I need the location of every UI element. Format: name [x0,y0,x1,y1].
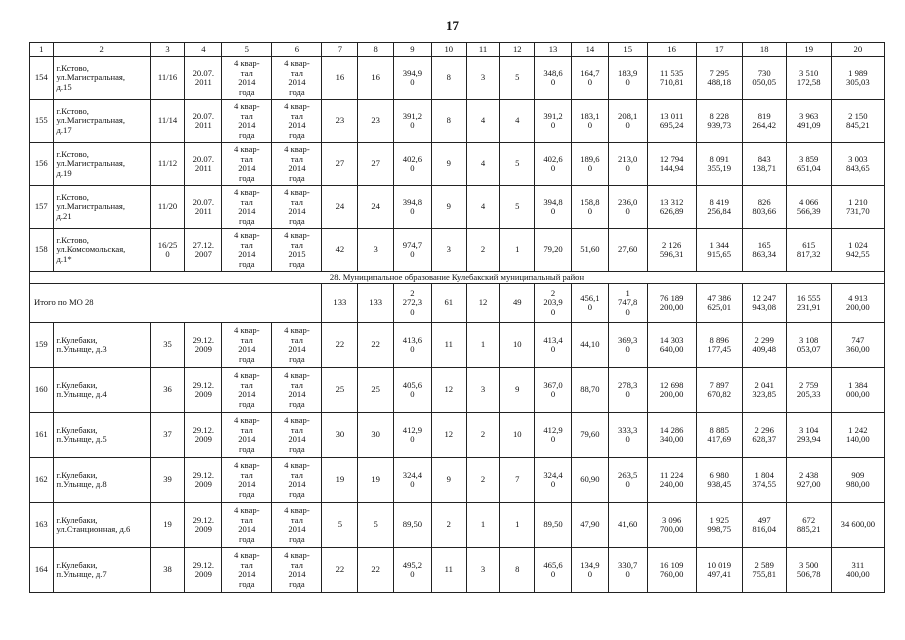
table-cell: 909 980,00 [831,458,884,503]
table-cell: 1 804 374,55 [742,458,786,503]
table-cell: 24 [358,186,394,229]
column-number-cell: 7 [322,43,358,57]
total-cell: 133 [358,284,394,323]
total-cell: 16 555 231,91 [786,284,831,323]
table-cell: 29.12. 2009 [185,413,222,458]
table-cell: 394,8 0 [394,186,432,229]
table-row [30,458,885,503]
table-cell: 7 897 670,82 [696,368,742,413]
table-cell: 4 квар- тал 2015 года [272,229,322,272]
page-number: 17 [446,18,459,33]
table-cell: 465,6 0 [535,548,572,593]
column-number-cell: 10 [431,43,466,57]
table-cell: 5 [500,57,535,100]
table-cell: 4 квар- тал 2014 года [222,503,272,548]
table-cell: 19 [322,458,358,503]
table-cell: 843 138,71 [742,143,786,186]
table-cell: 51,60 [571,229,608,272]
table-cell: 8 [431,100,466,143]
table-cell: 367,0 0 [535,368,572,413]
table-cell: 20.07. 2011 [185,186,222,229]
table-cell: 4 квар- тал 2014 года [272,548,322,593]
column-number-cell: 13 [535,43,572,57]
address-cell: г.Кулебаки, п.Ульнще, д.8 [53,458,150,503]
table-cell: 3 500 506,78 [786,548,831,593]
table-cell: 3 [358,229,394,272]
row-number-cell: 154 [30,57,54,100]
table-cell: 4 [466,100,500,143]
table-cell: 974,7 0 [394,229,432,272]
column-number-cell: 12 [500,43,535,57]
table-cell: 3 859 651,04 [786,143,831,186]
table-cell: 16/25 0 [150,229,185,272]
table-cell: 23 [322,100,358,143]
table-cell: 12 794 144,94 [647,143,696,186]
table-cell: 5 [500,143,535,186]
table-cell: 4 [466,186,500,229]
table-cell: 29.12. 2009 [185,503,222,548]
table-cell: 8 228 939,73 [696,100,742,143]
table-cell: 1 242 140,00 [831,413,884,458]
column-number-cell: 6 [272,43,322,57]
column-number-cell: 8 [358,43,394,57]
column-number-cell: 20 [831,43,884,57]
table-row [30,143,885,186]
table-cell: 27 [358,143,394,186]
table-cell: 11 535 710,81 [647,57,696,100]
total-cell: 4 913 200,00 [831,284,884,323]
total-cell: 133 [322,284,358,323]
table-cell: 37 [150,413,185,458]
table-cell: 3 096 700,00 [647,503,696,548]
table-cell: 29.12. 2009 [185,368,222,413]
table-cell: 38 [150,548,185,593]
total-cell: 1 747,8 0 [608,284,647,323]
table-cell: 8 091 355,19 [696,143,742,186]
table-cell: 158,8 0 [571,186,608,229]
table-cell: 11 224 240,00 [647,458,696,503]
table-cell: 4 квар- тал 2014 года [272,100,322,143]
table-cell: 4 квар- тал 2014 года [272,368,322,413]
table-cell: 4 квар- тал 2014 года [222,413,272,458]
total-cell: 2 203,9 0 [535,284,572,323]
table-cell: 330,7 0 [608,548,647,593]
table-cell: 11/20 [150,186,185,229]
table-cell: 9 [431,458,466,503]
table-cell: 35 [150,323,185,368]
table-cell: 2 296 628,37 [742,413,786,458]
column-number-cell: 17 [696,43,742,57]
address-cell: г.Кулебаки, п.Ульнще, д.7 [53,548,150,593]
table-cell: 5 [500,186,535,229]
table-cell: 2 150 845,21 [831,100,884,143]
table-cell: 183,9 0 [608,57,647,100]
column-number-cell: 9 [394,43,432,57]
column-number-cell: 1 [30,43,54,57]
table-cell: 183,1 0 [571,100,608,143]
row-number-cell: 162 [30,458,54,503]
total-cell: 61 [431,284,466,323]
table-cell: 413,4 0 [535,323,572,368]
table-cell: 27 [322,143,358,186]
table-cell: 1 925 998,75 [696,503,742,548]
table-cell: 7 295 488,18 [696,57,742,100]
total-cell: 2 272,3 0 [394,284,432,323]
table-cell: 8 [431,57,466,100]
row-number-cell: 156 [30,143,54,186]
table-cell: 19 [150,503,185,548]
table-cell: 497 816,04 [742,503,786,548]
table-cell: 324,4 0 [535,458,572,503]
table-cell: 41,60 [608,503,647,548]
table-cell: 9 [431,143,466,186]
table-cell: 672 885,21 [786,503,831,548]
table-cell: 13 312 626,89 [647,186,696,229]
table-cell: 1 024 942,55 [831,229,884,272]
table-cell: 11/16 [150,57,185,100]
table-cell: 2 759 205,33 [786,368,831,413]
table-cell: 12 [431,368,466,413]
row-number-cell: 157 [30,186,54,229]
table-cell: 29.12. 2009 [185,458,222,503]
table-cell: 4 квар- тал 2014 года [272,186,322,229]
table-cell: 1 [466,323,500,368]
table-cell: 23 [358,100,394,143]
table-cell: 79,60 [571,413,608,458]
table-cell: 30 [322,413,358,458]
table-cell: 4 [466,143,500,186]
table-cell: 5 [322,503,358,548]
table-cell: 391,2 0 [535,100,572,143]
table-cell: 324,4 0 [394,458,432,503]
table-cell: 10 019 497,41 [696,548,742,593]
column-number-cell: 2 [53,43,150,57]
total-cell: 12 [466,284,500,323]
table-cell: 3 [466,548,500,593]
table-cell: 3 510 172,58 [786,57,831,100]
table-cell: 89,50 [535,503,572,548]
column-number-cell: 3 [150,43,185,57]
table-cell: 27,60 [608,229,647,272]
address-cell: г.Кулебаки, п.Ульнще, д.3 [53,323,150,368]
table-cell: 1 [500,503,535,548]
table-cell: 10 [500,323,535,368]
table-cell: 6 980 938,45 [696,458,742,503]
table-row [30,548,885,593]
table-cell: 20.07. 2011 [185,57,222,100]
table-row [30,100,885,143]
table-cell: 30 [358,413,394,458]
table-cell: 25 [358,368,394,413]
table-cell: 8 885 417,69 [696,413,742,458]
column-number-cell: 14 [571,43,608,57]
table-cell: 36 [150,368,185,413]
row-number-cell: 161 [30,413,54,458]
table-cell: 9 [500,368,535,413]
table-cell: 2 [466,229,500,272]
table-cell: 236,0 0 [608,186,647,229]
table-cell: 42 [322,229,358,272]
table-cell: 3 104 293,94 [786,413,831,458]
table-cell: 263,5 0 [608,458,647,503]
table-cell: 2 041 323,85 [742,368,786,413]
table-cell: 47,90 [571,503,608,548]
total-cell: 12 247 943,08 [742,284,786,323]
table-cell: 10 [500,413,535,458]
table-cell: 1 344 915,65 [696,229,742,272]
table-cell: 24 [322,186,358,229]
table-cell: 19 [358,458,394,503]
row-number-cell: 158 [30,229,54,272]
address-cell: г.Кулебаки, п.Ульнще, д.5 [53,413,150,458]
table-cell: 8 419 256,84 [696,186,742,229]
column-number-cell: 4 [185,43,222,57]
address-cell: г.Кстово, ул.Магистральная, д.17 [53,100,150,143]
table-cell: 9 [431,186,466,229]
table-cell: 1 [466,503,500,548]
table-cell: 4 квар- тал 2014 года [272,323,322,368]
table-cell: 11 [431,323,466,368]
table-cell: 11 [431,548,466,593]
table-cell: 14 303 640,00 [647,323,696,368]
table-cell: 2 [431,503,466,548]
table-cell: 12 [431,413,466,458]
table-cell: 413,6 0 [394,323,432,368]
table-cell: 1 989 305,03 [831,57,884,100]
row-number-cell: 163 [30,503,54,548]
row-number-cell: 159 [30,323,54,368]
table-cell: 16 109 760,00 [647,548,696,593]
table-cell: 412,9 0 [535,413,572,458]
address-cell: г.Кулебаки, п.Ульнще, д.4 [53,368,150,413]
table-cell: 495,2 0 [394,548,432,593]
table-cell: 7 [500,458,535,503]
row-number-cell: 164 [30,548,54,593]
table-cell: 189,6 0 [571,143,608,186]
table-cell: 164,7 0 [571,57,608,100]
section-header-row [30,272,885,284]
table-cell: 5 [358,503,394,548]
table-cell: 4 квар- тал 2014 года [222,100,272,143]
table-cell: 13 011 695,24 [647,100,696,143]
table-row [30,368,885,413]
table-cell: 4 квар- тал 2014 года [222,548,272,593]
table-row [30,503,885,548]
table-cell: 34 600,00 [831,503,884,548]
row-number-cell: 155 [30,100,54,143]
address-cell: г.Кстово, ул.Магистральная, д.19 [53,143,150,186]
table-cell: 29.12. 2009 [185,548,222,593]
table-cell: 3 963 491,09 [786,100,831,143]
table-cell: 3 [431,229,466,272]
table-cell: 11/14 [150,100,185,143]
table-cell: 1 [500,229,535,272]
table-cell: 16 [358,57,394,100]
table-cell: 1 210 731,70 [831,186,884,229]
column-number-cell: 16 [647,43,696,57]
table-cell: 3 [466,368,500,413]
total-cell: 49 [500,284,535,323]
table-cell: 402,6 0 [394,143,432,186]
table-cell: 3 108 053,07 [786,323,831,368]
table-cell: 22 [358,548,394,593]
table-cell: 4 квар- тал 2014 года [272,503,322,548]
table-cell: 2 299 409,48 [742,323,786,368]
table-cell: 4 квар- тал 2014 года [222,143,272,186]
address-cell: г.Кстово, ул.Магистральная, д.21 [53,186,150,229]
table-cell: 369,3 0 [608,323,647,368]
table-cell: 29.12. 2009 [185,323,222,368]
table-cell: 213,0 0 [608,143,647,186]
table-cell: 22 [358,323,394,368]
table-cell: 134,9 0 [571,548,608,593]
table-cell: 4 квар- тал 2014 года [222,57,272,100]
table-cell: 20.07. 2011 [185,143,222,186]
address-cell: г.Кулебаки, ул.Станционная, д.6 [53,503,150,548]
table-cell: 4 квар- тал 2014 года [272,57,322,100]
table-cell: 402,6 0 [535,143,572,186]
table-cell: 11/12 [150,143,185,186]
table-cell: 16 [322,57,358,100]
total-label: Итого по МО 28 [30,284,322,323]
table-cell: 391,2 0 [394,100,432,143]
table-cell: 39 [150,458,185,503]
table-cell: 2 [466,458,500,503]
table-cell: 27.12. 2007 [185,229,222,272]
table-cell: 4 квар- тал 2014 года [272,458,322,503]
table-cell: 4 квар- тал 2014 года [222,368,272,413]
table-cell: 44,10 [571,323,608,368]
table-row [30,413,885,458]
row-number-cell: 160 [30,368,54,413]
table-body [30,43,885,593]
table-row [30,229,885,272]
column-number-cell: 5 [222,43,272,57]
table-cell: 4 квар- тал 2014 года [222,458,272,503]
table-cell: 12 698 200,00 [647,368,696,413]
table-cell: 20.07. 2011 [185,100,222,143]
table-cell: 4 квар- тал 2014 года [222,229,272,272]
table-cell: 2 [466,413,500,458]
table-cell: 88,70 [571,368,608,413]
table-cell: 730 050,05 [742,57,786,100]
table-row [30,57,885,100]
table-cell: 165 863,34 [742,229,786,272]
table-cell: 79,20 [535,229,572,272]
total-cell: 47 386 625,01 [696,284,742,323]
table-cell: 4 квар- тал 2014 года [222,186,272,229]
table-cell: 3 [466,57,500,100]
table-cell: 826 803,66 [742,186,786,229]
table-cell: 394,9 0 [394,57,432,100]
column-number-row [30,43,885,57]
column-number-cell: 19 [786,43,831,57]
table-cell: 4 квар- тал 2014 года [272,143,322,186]
table-cell: 22 [322,548,358,593]
total-cell: 76 189 200,00 [647,284,696,323]
table-cell: 394,8 0 [535,186,572,229]
table-cell: 1 384 000,00 [831,368,884,413]
table-cell: 278,3 0 [608,368,647,413]
table-cell: 333,3 0 [608,413,647,458]
table-cell: 22 [322,323,358,368]
table-cell: 2 589 755,81 [742,548,786,593]
table-cell: 615 817,32 [786,229,831,272]
column-number-cell: 11 [466,43,500,57]
table-cell: 3 003 843,65 [831,143,884,186]
table-cell: 348,6 0 [535,57,572,100]
table-cell: 747 360,00 [831,323,884,368]
table-cell: 8 896 177,45 [696,323,742,368]
table-cell: 89,50 [394,503,432,548]
section-title: 28. Муниципальное образование Кулебакский муниципальный район [30,272,885,284]
housing-register-table [29,42,885,593]
table-cell: 412,9 0 [394,413,432,458]
table-row [30,323,885,368]
table-cell: 405,6 0 [394,368,432,413]
table-cell: 2 438 927,00 [786,458,831,503]
table-cell: 819 264,42 [742,100,786,143]
table-cell: 311 400,00 [831,548,884,593]
column-number-cell: 18 [742,43,786,57]
table-cell: 25 [322,368,358,413]
table-cell: 4 [500,100,535,143]
table-cell: 14 286 340,00 [647,413,696,458]
table-cell: 8 [500,548,535,593]
table-cell: 4 квар- тал 2014 года [222,323,272,368]
table-cell: 208,1 0 [608,100,647,143]
total-cell: 456,1 0 [571,284,608,323]
table-cell: 4 квар- тал 2014 года [272,413,322,458]
column-number-cell: 15 [608,43,647,57]
table-row [30,186,885,229]
table-cell: 2 126 596,31 [647,229,696,272]
table-cell: 4 066 566,39 [786,186,831,229]
address-cell: г.Кстово, ул.Комсомольская, д.1* [53,229,150,272]
address-cell: г.Кстово, ул.Магистральная, д.15 [53,57,150,100]
table-cell: 60,90 [571,458,608,503]
total-row [30,284,885,323]
